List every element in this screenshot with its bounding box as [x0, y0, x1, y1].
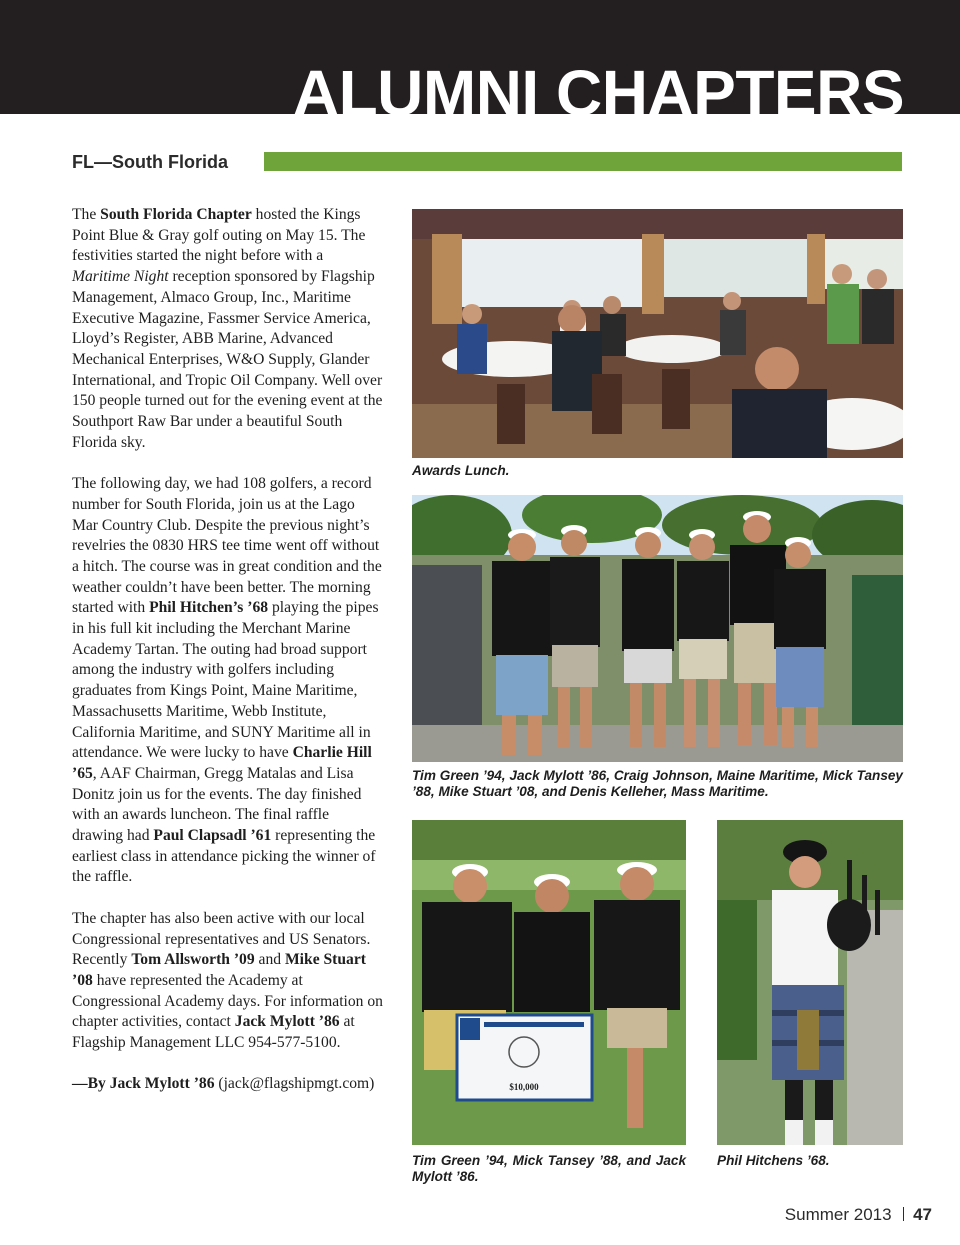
text: The following day, we had 108 golfers, a record number for South Florida, join us at the Lago Mar Country Club. Despite the previous night’s revelries the 0830 HRS tee time went off without a hitch. The course was in great condition and the weather couldn’t have been better. The morning started with [72, 475, 382, 617]
chapter-name: South Florida Chapter [100, 206, 252, 223]
sign-amount: $10,000 [509, 1082, 539, 1092]
byline-email: (jack@flagshipmgt.com) [214, 1075, 375, 1093]
person-name: Jack Mylott ’86 [234, 1013, 340, 1031]
footer-divider [903, 1207, 905, 1221]
bagpiper-photo [717, 820, 903, 1145]
three-golfers-photo [412, 820, 686, 1145]
article-paragraph-3 [72, 909, 384, 1054]
event-name: Maritime Night [72, 268, 169, 286]
chapter-heading-rule [264, 152, 902, 171]
person-name: Phil Hitchen’s ’68 [149, 599, 269, 617]
text: hosted the Kings Point Blue & Gray golf outing on May 15. The festivities started the night before with a [72, 206, 366, 265]
text: , AAF Chairman, Gregg Matalas and Lisa Donitz join us for the events. The day finished with an awards luncheon. The final raffle drawing had [72, 764, 362, 845]
section-title: ALUMNI CHAPTERS [292, 57, 904, 129]
byline [72, 1074, 384, 1095]
person-name: Charlie Hill ’65 [72, 744, 372, 782]
bagpiper-caption: Phil Hitchens ’68. [717, 1153, 830, 1168]
person-name: Tom Allsworth ’09 [131, 951, 255, 969]
golf-group-caption: Tim Green ’94, Jack Mylott ’86, Craig Johnson, Maine Maritime, Mick Tansey ’88, Mike Stuart ’08, and Denis Kelleher, Mass Maritime. [412, 768, 903, 799]
text: The [72, 206, 101, 223]
text: at Flagship Management LLC 954-577-5100. [72, 1013, 355, 1052]
text: The chapter has also been active with our local Congressional representatives and US Senators. Recently [72, 909, 371, 969]
golf-group-photo [412, 495, 903, 762]
chapter-heading: FL—South Florida [72, 152, 228, 172]
text: reception sponsored by Flagship Management, Almaco Group, Inc., Maritime Executive Magazine, Fassmer Service America, Lloyd’s Register, ABB Marine, Advanced Mechanical Enterprises, W&O Supply, Glander International, and Tropic Oil Company. Well over 150 people turned out for the evening event at the Southport Raw Bar under a beautiful South Florida sky. [72, 268, 383, 451]
awards-lunch-photo [412, 209, 903, 458]
text: playing the pipes in his full kit including the Merchant Marine Academy Tartan. The outing had broad support among the industry with golfers including graduates from Kings Point, Maine Maritime, Massachusetts Maritime, Webb Institute, California Maritime, and SUNY Maritime all in attendance. We were lucky to have [72, 599, 379, 762]
article-paragraph-2 [72, 474, 384, 888]
text: have represented the Academy at Congressional Academy days. For information on chapter activities, contact [72, 971, 383, 1031]
person-name: Mike Stuart ’08 [72, 951, 366, 989]
three-golfers-caption: Tim Green ’94, Mick Tansey ’88, and Jack Mylott ’86. [412, 1153, 686, 1184]
text: representing the earliest class in attendance picking the winner of the raffle. [72, 827, 376, 886]
byline-author: —By Jack Mylott ’86 [72, 1075, 215, 1093]
issue-label: Summer 2013 [784, 1205, 892, 1224]
text: and [254, 951, 285, 969]
page-footer [785, 1204, 932, 1226]
article-body [72, 205, 384, 1116]
person-name: Paul Clapsadl ’61 [153, 827, 272, 845]
page-number: 47 [913, 1205, 932, 1224]
awards-lunch-caption: Awards Lunch. [412, 463, 510, 478]
article-paragraph-1 [72, 205, 384, 453]
